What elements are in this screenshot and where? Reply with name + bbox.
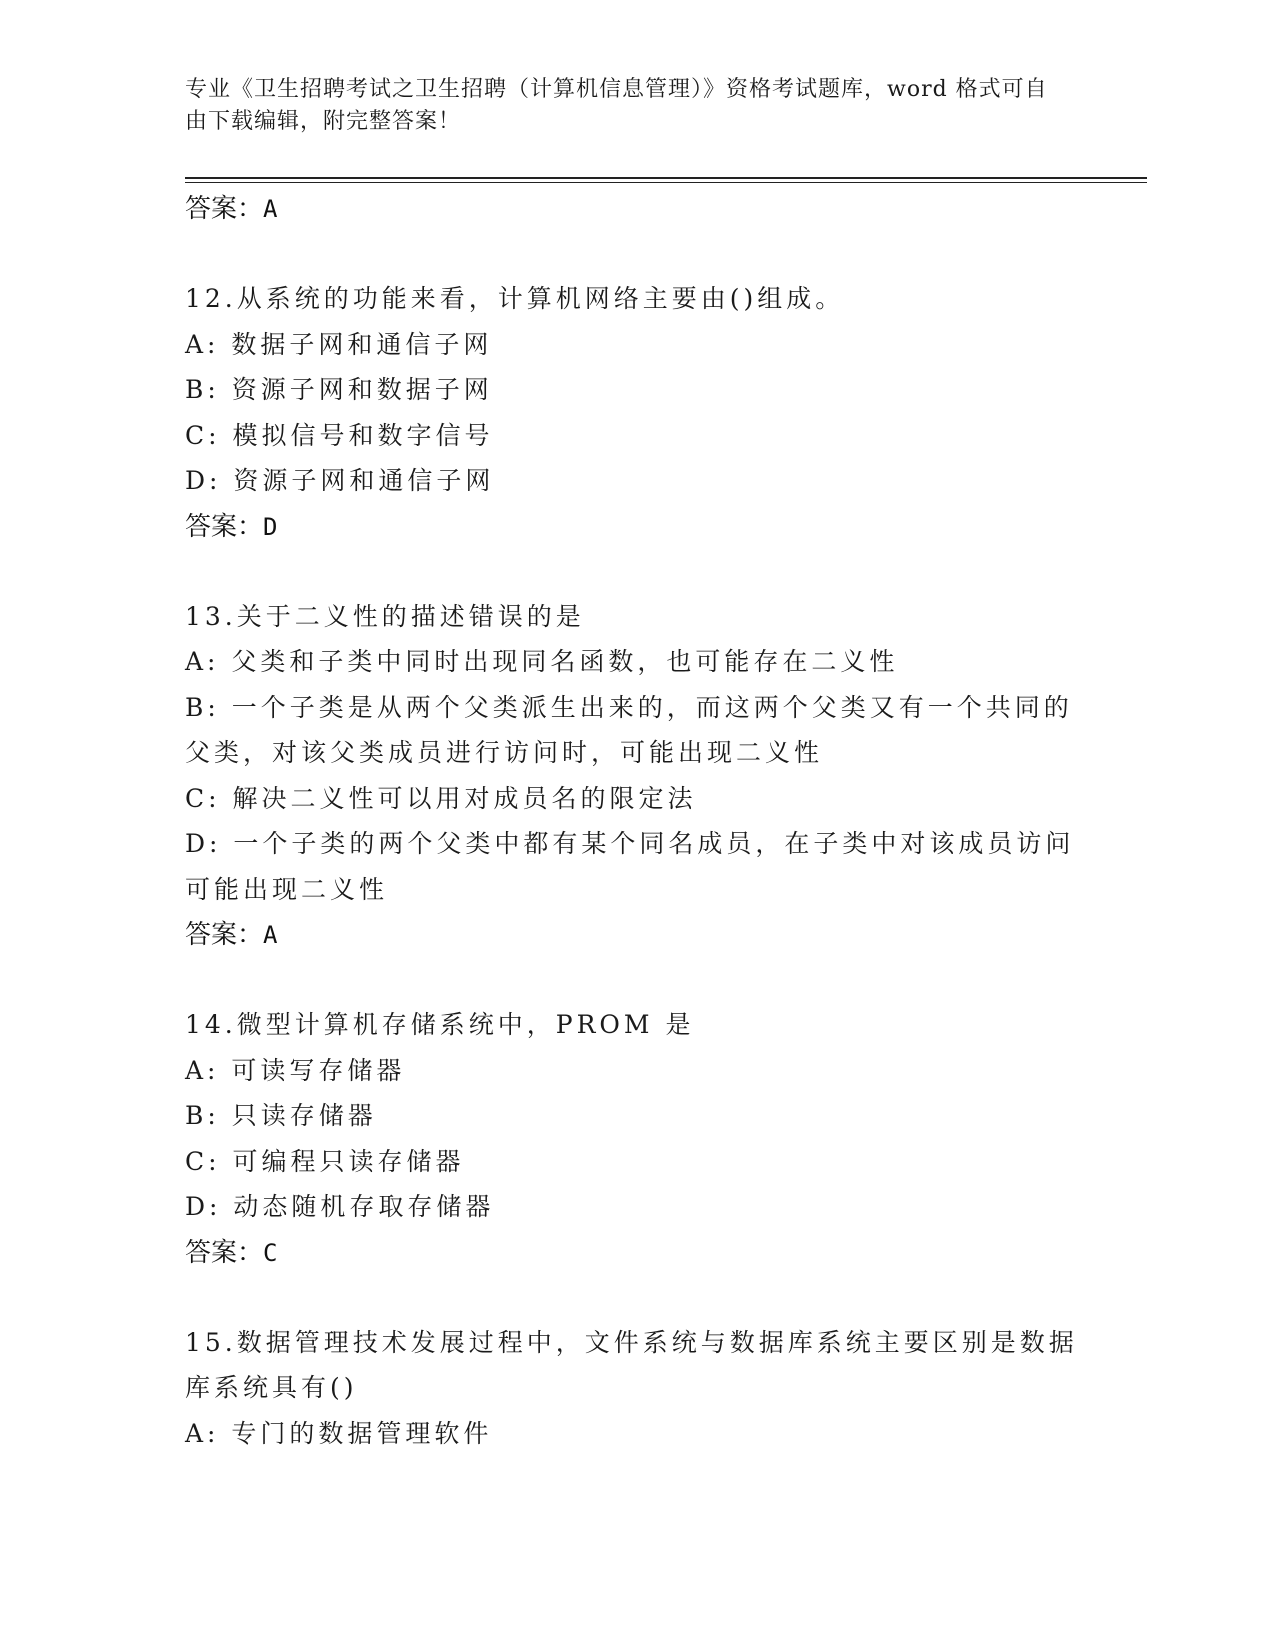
option-b: B: 一个子类是从两个父类派生出来的，而这两个父类又有一个共同的父类，对该父类成员进行访问时，可能出现二义性 <box>185 692 1073 767</box>
question-stem: 15.数据管理技术发展过程中，文件系统与数据库系统主要区别是数据库系统具有() <box>185 1327 1078 1402</box>
header-rule-thin <box>185 182 1147 183</box>
answer-line <box>185 912 1085 958</box>
answer-value: D <box>263 512 278 541</box>
option-a: A: 专门的数据管理软件 <box>185 1418 493 1448</box>
question-stem: 12.从系统的功能来看，计算机网络主要由()组成。 <box>185 284 845 313</box>
question-14 <box>185 1002 1085 1276</box>
question-stem: 14.微型计算机存储系统中，PROM 是 <box>185 1010 695 1039</box>
option-d: D: 动态随机存取存储器 <box>185 1192 495 1221</box>
answer-value: A <box>263 195 278 223</box>
option-c: C: 模拟信号和数字信号 <box>185 420 494 450</box>
page-header: 专业《卫生招聘考试之卫生招聘（计算机信息管理）》资格考试题库，word 格式可自由下载编辑，附完整答案！ <box>185 77 1048 134</box>
option-b: B: 资源子网和数据子网 <box>185 375 493 404</box>
option-a: A: 父类和子类中同时出现同名函数，也可能存在二义性 <box>185 647 899 676</box>
option-b: B: 只读存储器 <box>185 1101 377 1130</box>
option-c: C: 解决二义性可以用对成员名的限定法 <box>185 783 697 813</box>
answer-label: 答案： <box>185 511 264 542</box>
answer-line <box>185 186 1085 232</box>
question-12 <box>185 276 1085 550</box>
question-stem: 13.关于二义性的描述错误的是 <box>185 601 585 631</box>
question-list <box>185 186 1085 1456</box>
answer-label: 答案： <box>185 194 264 224</box>
question-13 <box>185 594 1085 959</box>
answer-line <box>185 1230 1085 1276</box>
answer-value: A <box>263 921 278 949</box>
option-c: C: 可编程只读存储器 <box>185 1146 465 1176</box>
option-a: A: 可读写存储器 <box>185 1055 406 1085</box>
answer-line <box>185 504 1085 550</box>
answer-label: 答案： <box>185 1237 264 1268</box>
question-15 <box>185 1320 1085 1457</box>
answer-label: 答案： <box>185 920 264 950</box>
option-d: D: 一个子类的两个父类中都有某个同名成员，在子类中对该成员访问可能出现二义性 <box>185 829 1075 904</box>
option-a: A: 数据子网和通信子网 <box>185 329 493 359</box>
header-rule-thick <box>185 177 1147 179</box>
answer-value: C <box>263 1238 278 1267</box>
option-d: D: 资源子网和通信子网 <box>185 466 495 495</box>
